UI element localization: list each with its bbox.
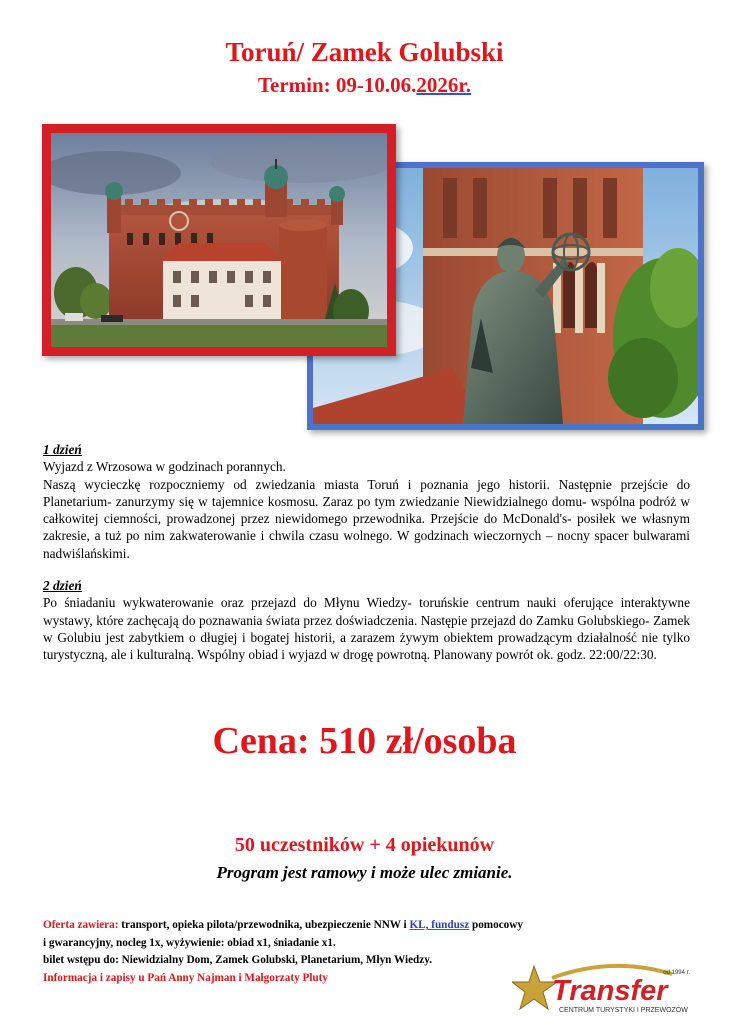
offer-line-1-a: transport, opieka pilota/przewodnika, ubezpieczenie NNW i	[118, 919, 410, 931]
offer-label: Oferta zawiera:	[43, 919, 119, 931]
day-1-title: 1 dzień	[43, 442, 82, 457]
golub-castle-photo	[42, 124, 396, 356]
price: Cena: 510 zł/osoba	[212, 720, 517, 762]
offer-line-1	[43, 917, 663, 935]
trip-date	[0, 72, 729, 98]
day-2-title: 2 dzień	[43, 578, 82, 593]
participants-count: 50 uczestników + 4 opiekunów	[234, 834, 495, 856]
day-2-section	[43, 577, 690, 663]
day-1-line-1: Wyjazd z Wrzosowa w godzinach porannych.	[43, 459, 286, 475]
trip-date-prefix: Termin: 09-10.06.	[257, 73, 417, 97]
contact-info: Informacja i zapisy u Pań Anny Najman i Małgorzaty Pluty	[43, 971, 328, 984]
day-1-section	[43, 441, 690, 562]
castle-photo-image	[51, 133, 387, 347]
logo-brand: Transfer	[552, 975, 668, 1007]
offer-line-2: i gwarancyjny, nocleg 1x, wyżywienie: obiad x1, śniadanie x1.	[43, 936, 336, 949]
trip-date-year: 2026r.	[416, 73, 472, 97]
offer-kl-fund: KL, fundusz	[409, 919, 470, 931]
logo-tagline: CENTRUM TURYSTYKI I PRZEWOZÓW	[559, 1007, 688, 1014]
offer-line-1-b: pomocowy	[469, 919, 523, 931]
star-icon	[512, 966, 557, 1009]
page-title: Toruń/ Zamek Golubski	[225, 37, 504, 67]
program-note: Program jest ramowy i może ulec zmianie.	[216, 863, 513, 882]
day-1-line-2: Naszą wycieczkę rozpoczniemy od zwiedzania miasta Toruń i poznania jego historii. Następnie przejście do Planetarium- zanurzymy się w tajemnice kosmosu. Zaraz po tym zwiedzanie Niewidzialnego domu- wspólna podróż w całkowitej ciemności, prowadzonej przez niewidomego przewodnika. Przejście do McDonald's- posiłek we własnym zakresie, a tuż po nim zakwaterowanie i chwila czasu wolnego. W godzinach wieczornych – nocny spacer bulwarami nadwiślańskimi.	[43, 476, 690, 561]
day-2-line-1: Po śniadaniu wykwaterowanie oraz przejazd do Młynu Wiedzy- toruńskie centrum nauki oferujące interaktywne wystawy, które zachęcają do poznawania świata przez doświadczenia. Następie przejazd do Zamku Golubskiego- Zamek w Golubiu jest zabytkiem o długiej i bogatej historii, a zarazem żywym obiektem prowadzącym działalność nie tylko turystyczną, ale i kulturalną. Wspólny obiad i wyjazd w drogę powrotną. Planowany powrót ok. godz. 22:00/22:30.	[43, 595, 690, 663]
offer-line-3: bilet wstępu do: Niewidzialny Dom, Zamek Golubski, Planetarium, Młyn Wiedzy.	[43, 954, 432, 966]
logo-since: od 1994 r.	[663, 970, 690, 976]
transfer-logo	[512, 962, 702, 1020]
